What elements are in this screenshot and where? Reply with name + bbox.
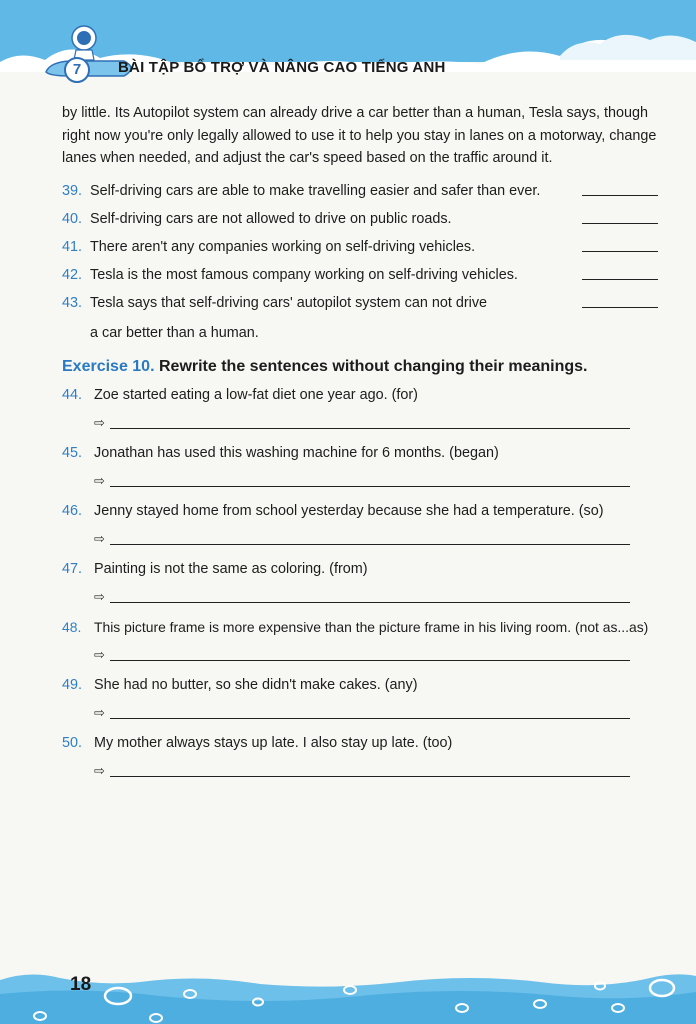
answer-line[interactable] [110,660,630,661]
question-text: There aren't any companies working on self-driving vehicles. [90,238,476,255]
rewrite-item-45 [62,442,662,500]
question-text [90,288,578,348]
tf-item-41 [62,236,662,264]
answer-blank[interactable] [582,279,658,280]
question-text: She had no butter, so she didn't make cakes. (any) [94,677,418,693]
question-number: 47. [62,561,83,577]
rewrite-item-47 [62,558,662,616]
answer-line[interactable] [110,428,630,429]
arrow-icon: ⇨ [94,589,105,604]
question-text-line-2: a car better than a human. [90,324,259,341]
question-text-line-1: Tesla says that self-driving cars' autopilot system can not drive [90,294,488,311]
answer-line[interactable] [110,486,630,487]
arrow-icon: ⇨ [94,647,105,662]
answer-line[interactable] [110,718,630,719]
arrow-icon: ⇨ [94,763,105,778]
footer-wave-decoration [0,960,696,1024]
true-false-list [62,180,662,346]
page-content [62,102,662,790]
answer-line[interactable] [110,602,630,603]
question-number: 44. [62,387,83,403]
rewrite-item-44 [62,384,662,442]
answer-blank[interactable] [582,251,658,252]
rewrite-item-46 [62,500,662,558]
arrow-icon: ⇨ [94,473,105,488]
question-number: 50. [62,735,83,751]
page-header [0,0,696,100]
answer-row [94,584,634,606]
question-number: 42. [62,266,83,283]
arrow-icon: ⇨ [94,531,105,546]
chapter-number-badge: 7 [64,57,90,83]
rewrite-list [62,384,662,790]
page-number: 18 [70,974,92,995]
exercise-label: Exercise 10. [62,357,155,375]
question-text: Zoe started eating a low-fat diet one year ago. (for) [94,387,418,403]
arrow-icon: ⇨ [94,705,105,720]
arrow-icon: ⇨ [94,415,105,430]
answer-row [94,700,634,722]
question-number: 45. [62,445,83,461]
answer-line[interactable] [110,544,630,545]
answer-row [94,758,634,780]
exercise-instruction: Rewrite the sentences without changing their meanings. [158,357,588,375]
question-text: Painting is not the same as coloring. (from) [94,561,368,577]
tf-item-39 [62,180,662,208]
question-text: Self-driving cars are able to make travelling easier and safer than ever. [90,182,541,199]
question-text: Tesla is the most famous company working on self-driving vehicles. [90,266,518,283]
tf-item-43 [62,292,662,346]
question-text: This picture frame is more expensive than the picture frame in his living room. (not as...as) [94,619,649,635]
answer-row [94,526,634,548]
question-number: 41. [62,238,83,255]
question-text: Jonathan has used this washing machine for 6 months. (began) [94,445,499,461]
question-number: 49. [62,677,83,693]
question-text: Jenny stayed home from school yesterday because she had a temperature. (so) [94,503,604,519]
page-footer [0,960,696,1024]
answer-blank[interactable] [582,195,658,196]
tf-item-40 [62,208,662,236]
answer-blank[interactable] [582,223,658,224]
question-number: 46. [62,503,83,519]
rewrite-item-50 [62,732,662,790]
question-number: 43. [62,294,83,311]
rewrite-item-49 [62,674,662,732]
reading-passage-tail: by little. Its Autopilot system can already drive a car better than a human, Tesla says, though right now you're only legally allowed to use it to help you stay in lanes on a motorway, change lanes when needed, and adjust the car's speed based on the traffic around it. [62,105,657,166]
answer-row [94,468,634,490]
answer-row [94,410,634,432]
question-text: Self-driving cars are not allowed to drive on public roads. [90,210,452,227]
answer-line[interactable] [110,776,630,777]
question-number: 48. [62,619,82,635]
rewrite-item-48 [62,616,662,674]
answer-row [94,642,634,664]
answer-blank[interactable] [582,307,658,308]
question-text: My mother always stays up late. I also stay up late. (too) [94,735,453,751]
exercise-heading [62,356,662,379]
question-number: 39. [62,182,83,199]
question-number: 40. [62,210,83,227]
book-title: BÀI TẬP BỔ TRỢ VÀ NÂNG CAO TIẾNG ANH [118,59,446,76]
